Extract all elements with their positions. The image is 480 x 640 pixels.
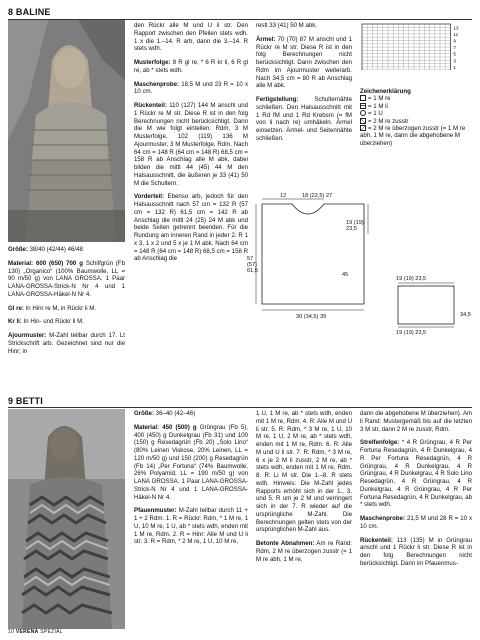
paragraph: Größe: 38/40 (42/44) 46/48 (8, 246, 83, 253)
dim-label: 57 (57) 61,5 (247, 256, 258, 274)
chart-row-number: 9 (453, 38, 456, 44)
paragraph: Material: 600 (650) 700 g Schilfgrün (Fb 130) „Organico“ (100% Baumwolle, LL = 90 m/50 g) von LANA GROSSA. 1 Paar LANA-GROSSA-Strick-N Nr 4 und 1 LANA-GROSSA-Häkel-N Nr 4. (8, 259, 125, 298)
betti-text-col1 (134, 410, 248, 552)
brand-sub: SPEZIAL (40, 629, 63, 635)
paragraph: Rückenteil: 113 (135) M in Grüngrau anschl und 1 Rückr li str. Diese R ist in den folg Berechnungen nicht berücksichtigt. Dann im Pfauenmus- (360, 536, 472, 567)
schematic-back (248, 194, 378, 318)
baline-text-col2 (134, 22, 248, 269)
section-rule (8, 407, 472, 408)
paragraph: Material: 450 (500) g Grüngrau (Fb 5), 400 (450) g Dunkelgrau (Fb 31) und 100 (150) g Resedagrün (Fb 20) „Solo Lino“ (80% Leinen Viskose, 20% Leinen, LL = 120 m/50 g) und 150 (200) g Resedagrün (Fb 14) „Per Fortuna“ (74% Baumwolle, 26% Polyamid, LL = 190 m/50 g) von LANA GROSSA. 1 Paar LANA-GROSSA-Strick-N Nr 4 und 1 LANA-GROSSA-Häkel-N Nr 4. (134, 423, 248, 501)
paragraph: Fertigstellung: Schulternähte schließen. Den Halsausschnitt mit 1 Rd fM und 1 Rd Krebsm (= fM von li nach re) umhäkeln. Ärmel einsetzen. Ärmel- und Seitennähte schließen. (256, 96, 352, 142)
schematic-sleeve (394, 280, 460, 330)
chart-legend (360, 88, 472, 147)
paragraph: Ärmel: 70 (70) 87 M anschl und 1 Rückr re M str. Diese R ist in den folg Berechnungen nicht berücksichtigt. Dann zwischen den Rdm im Ajourmuster weiterarb. Nach 34,5 cm = 80 R ab Anschlag alle M abk. (256, 35, 352, 90)
chart-row-number: 5 (453, 51, 456, 57)
paragraph: restl 33 (41) 50 M abk. (256, 22, 317, 29)
paragraph: 1 U, 1 M re, ab * stets wdh, enden mit 1 M re, Rdm. 4. R: Alle M und U li str. 5. R: Rdm, * 3 M re, 1 U, 10 M re, 1 U, 2 M re, ab * stets wdh, enden mit 1 M re, Rdm. 6. R: Alle M und U li str. 7. R: Rdm, * 3 M re, 6 x je 2 M li zusstr, 2 M re, ab * stets wdh, enden mit 1 M re, Rdm. 8. R: Li M str. Die 1.–8. R stets wdh. Hinweis: Die M-Zahl jedes Rapports erhöht sich in der 1., 3. und 5. R um je 2 M und verringert sich in der 7. R wieder auf die ursprüngliche M-Zahl. Die Berechnungen gelten stets von der ursprünglichen M-Zahl aus. (256, 410, 352, 534)
paragraph: Maschenprobe: 18,5 M und 23 R = 10 x 10 cm. (134, 80, 248, 96)
section-title-betti: 9 BETTI (8, 396, 43, 406)
betti-text-col3 (360, 410, 472, 574)
dim-label: 19 (19) 23,5 (396, 276, 427, 282)
paragraph: Pfauenmuster: M-Zahl teilbar durch 11 + 1 + 2 Rdm. 1. R = Rückr: Rdm, * 1 M re, 1 U, 10 M re, 1 U, ab * stets wdh, enden mit 1 M re, Rdm. 2. R = Hinr: Alle M und U li str. 3. R = Rdm, * 2 M re, 1 U, 10 M re, (134, 507, 248, 546)
knitting-chart (360, 22, 472, 70)
yarn-over-icon (360, 110, 366, 116)
dim-label: 34,5 (460, 312, 471, 318)
chart-row-number: 7 (453, 45, 456, 51)
paragraph: Musterfolge: 8 R gl re, * 6 R kr li, 6 R gl re, ab * stets wdh. (134, 59, 248, 74)
knit-stitch-icon (360, 95, 366, 101)
dim-label: 18 (22,5) 27 (302, 193, 333, 199)
photo-baline (8, 20, 125, 242)
purl-stitch-icon (360, 103, 366, 109)
dim-label: 30 (34,5) 39 (296, 314, 327, 320)
k2tog-icon (360, 118, 366, 124)
legend-item: = 1 M re (360, 95, 472, 102)
skp-icon (360, 125, 366, 131)
chart-row-number: 3 (453, 58, 456, 64)
paragraph: dann die abgehobene M überziehen). Am li Rand: Mustergemäß bis auf die letzten 3 M str, dann 2 M re zusstr, Rdm. (360, 410, 472, 433)
legend-title: Zeichenerklärung (360, 88, 411, 95)
section-title-baline: 8 BALINE (8, 7, 51, 17)
legend-item: = 1 M li (360, 103, 472, 110)
betti-text-col2 (256, 410, 352, 569)
legend-item: = 1 U (360, 110, 472, 117)
brand-name: VERENA (15, 629, 39, 635)
dim-label: 19 (19) 23,5 (346, 220, 364, 232)
paragraph: Betonte Abnahmen: Am re Rand: Rdm, 2 M re überzogen zusstr (= 1 M re abh, 1 M re, (256, 540, 352, 563)
baline-text-col1 (8, 246, 125, 361)
page-footer (8, 629, 63, 635)
paragraph: Ajourmuster: M-Zahl teilbar durch 17. Lt Strickschrift arb. Gezeichnet sind nur die Hinr; in (8, 332, 125, 355)
page-number: 10 (8, 629, 15, 635)
paragraph: Kr li: In Hin- und Rückr li M. (8, 318, 84, 326)
paragraph: Vorderteil: Ebenso arb, jedoch für den Halsausschnitt nach 57 cm = 132 R (57 cm = 132 R) 61,5 cm = 142 R ab Anschlag die mittl 24 (25) 24 M abk und beide Seiten getrennt beenden. Für die Rundung am inneren Rand in jeder 2. R 1 x 3, 1 x 2 und 5 x je 1 M abk. Nach 64 cm = 148 R (64 cm = 148 R) 68,5 cm = 158 R ab Anschlag die (134, 193, 248, 263)
paragraph: den Rückr alle M und U li str. Den Rapport zwischen den Pfeilen stets wdh. 1 x die 1.–14. R arb, dann die 3.–14. R stets wdh. (134, 22, 248, 53)
paragraph: Größe: 36–40 (42–46) (134, 410, 196, 417)
legend-item: = 2 M re überzogen zusstr (= 1 M re abh, 1 M re, dann die abgehobene M überziehen) (360, 125, 466, 147)
chart-row-number: 13 (453, 25, 459, 31)
chart-row-number: 11 (453, 31, 459, 37)
paragraph: Strelfenfolge: * 4 R Grüngrau, 4 R Per Fortuna Resedagrün, 4 R Dunkelgrau, 4 R Per Fortuna Resedagrün, 4 R Grüngrau, 4 R Dunkelgrau, 4 R Grüngrau, 4 R Dunkelgrau, 4 R Solo Lino Resedagrün, 4 R Grüngrau, 4 R Dunkelgrau, 4 R Grüngrau, 4 R Per Fortuna Resedagrün, 4 R Dunkelgrau, ab * stets wdh. (360, 439, 472, 509)
dim-label: 19 (19) 23,5 (396, 330, 427, 336)
chart-row-number: 1 (453, 64, 456, 70)
legend-item: = 2 M re zusstr (360, 118, 472, 125)
dim-label: 45 (342, 272, 349, 278)
paragraph: Gl re: In Hinr re M, in Rückr li M. (8, 304, 97, 312)
baline-text-col3 (256, 22, 352, 149)
dim-label: 12 (280, 193, 287, 199)
paragraph: Rückenteil: 110 (127) 144 M anschl und 1 Rückr re M str. Diese R ist in den folg Berechnungen nicht berücksichtigt. Dann die M wie folgt einteilen: Rdm, 3 M Musterfolge, 102 (119) 136 M Ajourmuster, 3 M Musterfolge, Rdm. Nach 64 cm = 148 R (64 cm = 148 R) 68,5 cm = 158 R ab Anschlag alle M abk, dabei bilden die mittl 44 (45) 44 M den Halsausschnitt, die äußeren je 33 (41) 50 M die Schultern. (134, 102, 248, 187)
photo-betti (8, 409, 125, 629)
paragraph: Maschenprobe: 21,5 M und 28 R = 10 x 10 cm. (360, 515, 472, 530)
